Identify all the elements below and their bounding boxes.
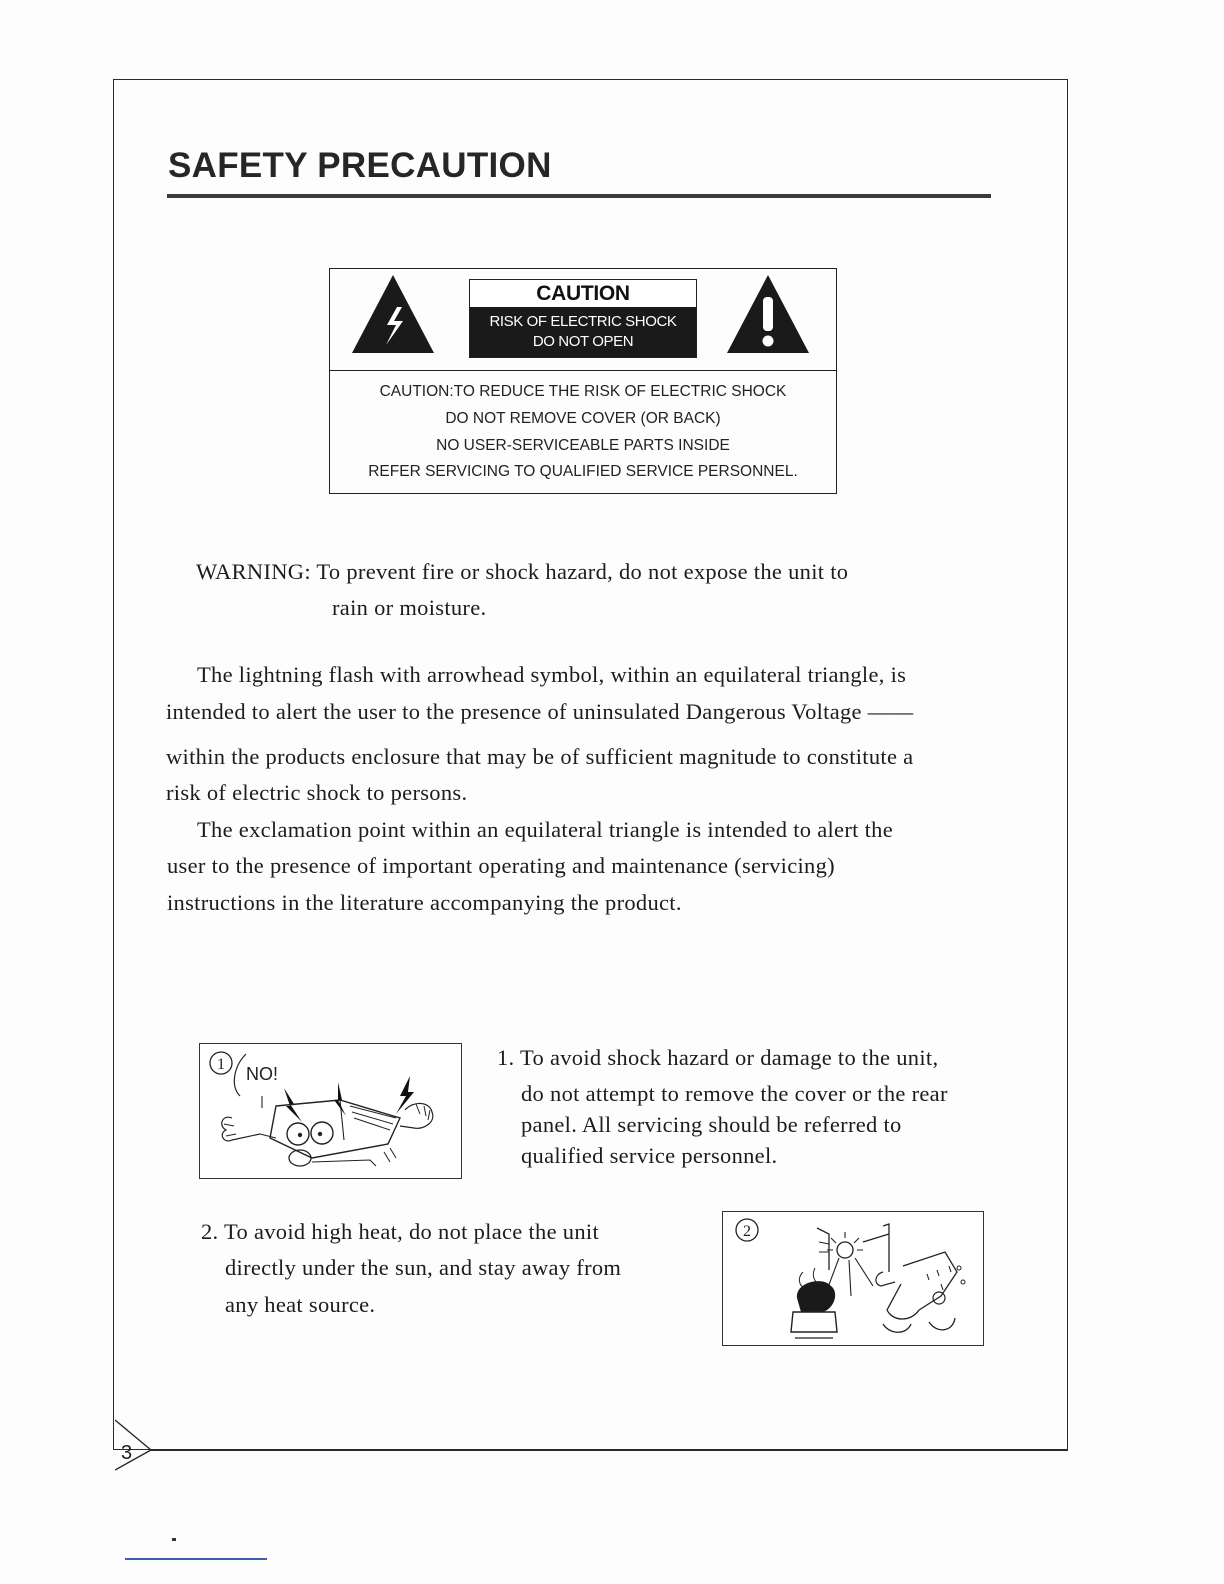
paragraph-2-line: user to the presence of important operating and maintenance (servicing) bbox=[167, 853, 835, 878]
warning-line-1 bbox=[196, 554, 848, 590]
page-number: 3 bbox=[121, 1442, 133, 1464]
footer-dot bbox=[172, 1538, 176, 1541]
caution-text-line: REFER SERVICING TO QUALIFIED SERVICE PERSONNEL. bbox=[368, 463, 798, 481]
page-title: SAFETY PRECAUTION bbox=[168, 146, 552, 185]
warning-text: To prevent fire or shock hazard, do not expose the unit to bbox=[316, 559, 849, 584]
item-1-line: 1. To avoid shock hazard or damage to the unit, bbox=[497, 1045, 939, 1070]
paragraph-1-line: intended to alert the user to the presence of uninsulated Dangerous Voltage —— bbox=[166, 699, 914, 724]
item-1-line: qualified service personnel. bbox=[521, 1143, 778, 1168]
warning-line-2: rain or moisture. bbox=[332, 595, 487, 620]
item-2-line: directly under the sun, and stay away from bbox=[225, 1255, 622, 1280]
footer-rule bbox=[150, 1449, 1068, 1451]
caution-instructions bbox=[330, 379, 836, 486]
paragraph-1-line: risk of electric shock to persons. bbox=[166, 780, 468, 805]
badge-number: 1 bbox=[217, 1056, 225, 1073]
caution-text-line: CAUTION:TO REDUCE THE RISK OF ELECTRIC SHOCK bbox=[379, 383, 787, 400]
heat-illustration bbox=[723, 1212, 985, 1347]
badge-number: 2 bbox=[743, 1223, 751, 1240]
footer-line bbox=[125, 1558, 267, 1560]
warning-label: WARNING: bbox=[196, 559, 311, 584]
title-underline bbox=[167, 194, 991, 198]
caution-line-1: RISK OF ELECTRIC SHOCK bbox=[489, 313, 677, 330]
lightning-triangle-icon bbox=[350, 273, 436, 355]
item-2-line: 2. To avoid high heat, do not place the unit bbox=[201, 1219, 600, 1244]
paragraph-1-line: within the products enclosure that may be of sufficient magnitude to constitute a bbox=[166, 744, 914, 769]
paragraph-2-line: The exclamation point within an equilateral triangle is intended to alert the bbox=[197, 817, 894, 842]
exclamation-triangle-icon bbox=[725, 273, 811, 355]
caution-text-line: DO NOT REMOVE COVER (OR BACK) bbox=[445, 409, 721, 427]
illustration-2 bbox=[722, 1211, 984, 1346]
caution-box bbox=[329, 268, 837, 494]
shock-illustration bbox=[200, 1044, 463, 1180]
caution-line-2: DO NOT OPEN bbox=[532, 333, 634, 350]
callout-text: NO! bbox=[246, 1064, 279, 1084]
item-2-line: any heat source. bbox=[225, 1292, 376, 1317]
paragraph-2-line: instructions in the literature accompanying the product. bbox=[167, 890, 682, 915]
item-1-line: do not attempt to remove the cover or the rear bbox=[521, 1081, 948, 1106]
caution-label bbox=[469, 279, 697, 358]
item-1-line: panel. All servicing should be referred to bbox=[521, 1112, 902, 1137]
paragraph-1-line: The lightning flash with arrowhead symbol, within an equilateral triangle, is bbox=[197, 662, 907, 687]
caution-text-line: NO USER-SERVICEABLE PARTS INSIDE bbox=[436, 436, 730, 454]
caution-warning-band bbox=[470, 307, 696, 357]
illustration-1 bbox=[199, 1043, 462, 1179]
caution-heading: CAUTION bbox=[536, 282, 630, 305]
caution-label-area bbox=[330, 269, 836, 371]
page-number-marker bbox=[115, 1418, 155, 1474]
